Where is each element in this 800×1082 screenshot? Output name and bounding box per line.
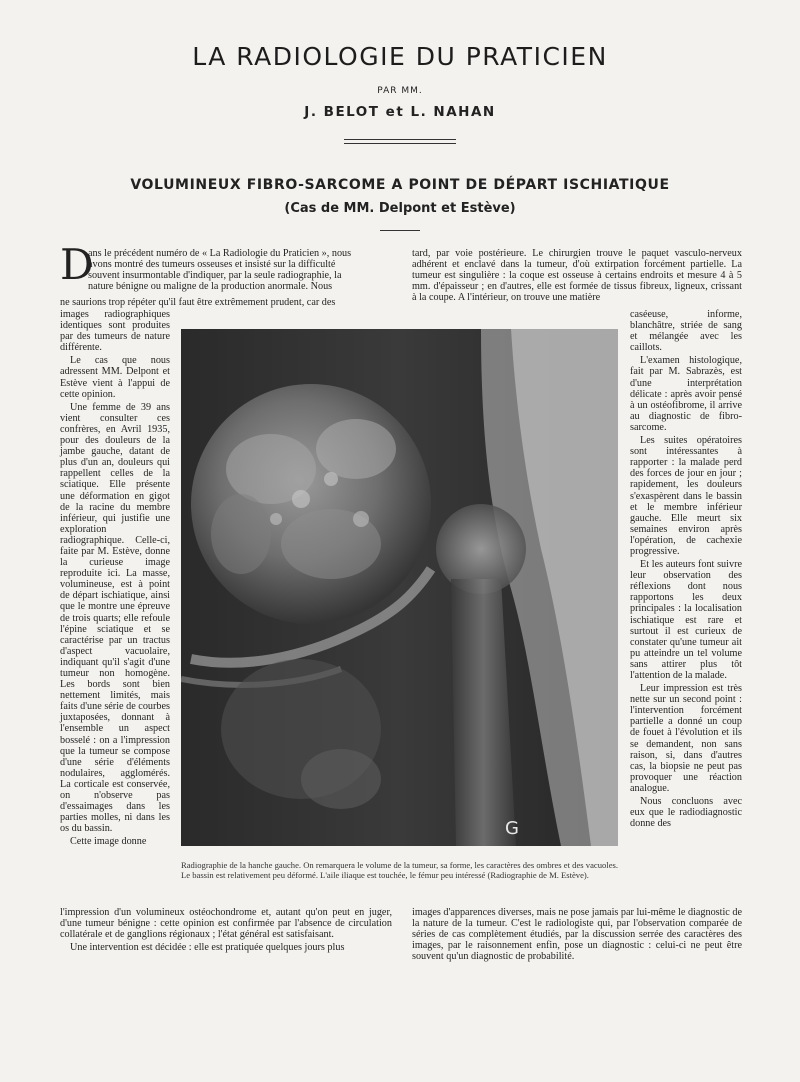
- drop-cap: D: [60, 240, 94, 289]
- divider-rule: [344, 139, 456, 140]
- intro-full-line: ne saurions trop répéter qu'il faut être extrêmement prudent, car des: [60, 297, 336, 308]
- divider-rule: [380, 230, 420, 231]
- intro-line: souvent insurmontable d'indiquer, par la seule radiographie, la: [88, 270, 342, 282]
- radiograph-drawing: [181, 329, 618, 846]
- radiograph-image: [181, 329, 618, 846]
- paragraph: L'examen histologique, fait par M. Sabrazès, est d'une interprétation délicate : après avoir pensé à un ostéofibrome, il arrive au diagnostic de fibro-sarcome.: [630, 355, 742, 433]
- author-prefix: PAR MM.: [377, 86, 423, 96]
- article-subtitle: (Cas de MM. Delpont et Estève): [284, 201, 516, 216]
- paragraph: caséeuse, informe, blanchâtre, striée de sang et mélangée avec les caillots.: [630, 309, 742, 354]
- paragraph: Cette image donne: [70, 836, 147, 848]
- radiograph-side-label: G: [505, 818, 519, 839]
- right-column: [630, 309, 742, 831]
- intro-line: nature bénigne ou maligne de la production anormale. Nous: [88, 281, 333, 293]
- article-title: VOLUMINEUX FIBRO-SARCOME A POINT DE DÉPART ISCHIATIQUE: [130, 177, 670, 193]
- intro-line: ans le précédent numéro de « La Radiologie du Praticien », nous: [88, 248, 352, 259]
- intro-line: avons montré des tumeurs osseuses et insisté sur la difficulté: [88, 259, 336, 271]
- paragraph: Le cas que nous adressent MM. Delpont et Estève vient à l'appui de cette opinion.: [60, 355, 170, 400]
- paragraph: Nous concluons avec eux que le radiodiagnostic donne des: [630, 796, 742, 830]
- paragraph: Leur impression est très nette sur un second point : l'intervention forcément partielle a donné un coup de fouet à l'évolution et ils se demandent, non sans raison, si, dans d'autres cas, la biopsie ne peut pas provoquer une réaction analogue.: [630, 683, 742, 794]
- right-column-bottom: images d'apparences diverses, mais ne pose jamais par lui-même le diagnostic de la nature de la tumeur. C'est le radiologiste qui, par l'observation comparée de séries de cas complètement étudiés, par la discussion serrée des caractères des images, par le raisonnement enfin, pose un diagnostic : celui-ci ne peut être souvent qu'un diagnostic de probabilité.: [412, 907, 742, 963]
- paragraph: Une intervention est décidée : elle est pratiquée quelques jours plus: [70, 942, 345, 954]
- paragraph: Une femme de 39 ans vient consulter ces confrères, en Avril 1935, pour des douleurs de la jambe gauche, datant de plus d'un an, douleurs qui rappellent celles de la sciatique. Elle présente une déformation en gigot de la racine du membre inférieur, qui justifie une exploration radiographique. Celle-ci, faite par M. Estève, donne la curieuse image reproduite ici. La masse, volumineuse, est à point de départ ischiatique, ainsi que le montre une épreuve de trois quarts; elle refoule l'épine sciatique et se caractérise par un tractus d'aspect vacuolaire, indiquant qu'il s'agit d'une tumeur non homogène. Les bords sont bien nettement limités, mais faits d'une série de courbes juxtaposées, donnant à l'ensemble un aspect bosselé : on a l'impression que la tumeur se compose d'une série d'éléments nodulaires, agglomérés. La corticale est conservée, on n'observe pas d'essaimages dans les parties molles, ni dans les os du bassin.: [60, 401, 170, 835]
- right-column-top: tard, par voie postérieure. Le chirurgien trouve le paquet vasculo-nerveux adhérent et enclavé dans la tumeur, d'où extirpation forcément partielle. La tumeur est singulière : la coque est osseuse à certains endroits et mesure 4 à 5 mm. d'épaisseur ; en d'autres, elle est formée de tissus fibreux, ligneux, crissant à la coupe. A l'intérieur, on trouve une matière: [412, 248, 742, 304]
- paragraph: l'impression d'un volumineux ostéochondrome et, autant qu'on peut en juger, d'une tumeur bénigne : cette opinion est confirmée par l'absence de circulation collatérale et de ganglions régionaux ; l'état général est satisfaisant.: [60, 907, 392, 941]
- authors: J. BELOT et L. NAHAN: [304, 104, 496, 120]
- journal-title: LA RADIOLOGIE DU PRATICIEN: [192, 42, 608, 71]
- left-column-bottom: [60, 907, 392, 955]
- intro-lines: [88, 248, 390, 292]
- left-column: [60, 309, 170, 850]
- paragraph: Et les auteurs font suivre leur observation des réflexions dont nous rapportons les deux principales : la localisation ischiatique est rare et surtout il est curieux de constater qu'une tumeur ait pu atteindre un tel volume sans attirer plus tôt l'attention de la malade.: [630, 559, 742, 681]
- divider-rule: [344, 143, 456, 144]
- figure-caption: Radiographie de la hanche gauche. On remarquera le volume de la tumeur, sa forme, les caractères des ombres et des vacuoles. Le bassin est relativement peu déformé. L'aile iliaque est touchée, le fémur peu intéressé (Radiographie de M. Estève).: [181, 860, 618, 880]
- paragraph: images radiographiques identiques sont produites par des tumeurs de nature différente.: [60, 309, 170, 354]
- paragraph: Les suites opératoires sont intéressantes à rapporter : la malade perd des forces de jour en jour ; rapidement, les douleurs s'exaspèrent dans le bassin et le membre inférieur gauche. Elle meurt six semaines environ après l'opération, de cachexie progressive.: [630, 435, 742, 557]
